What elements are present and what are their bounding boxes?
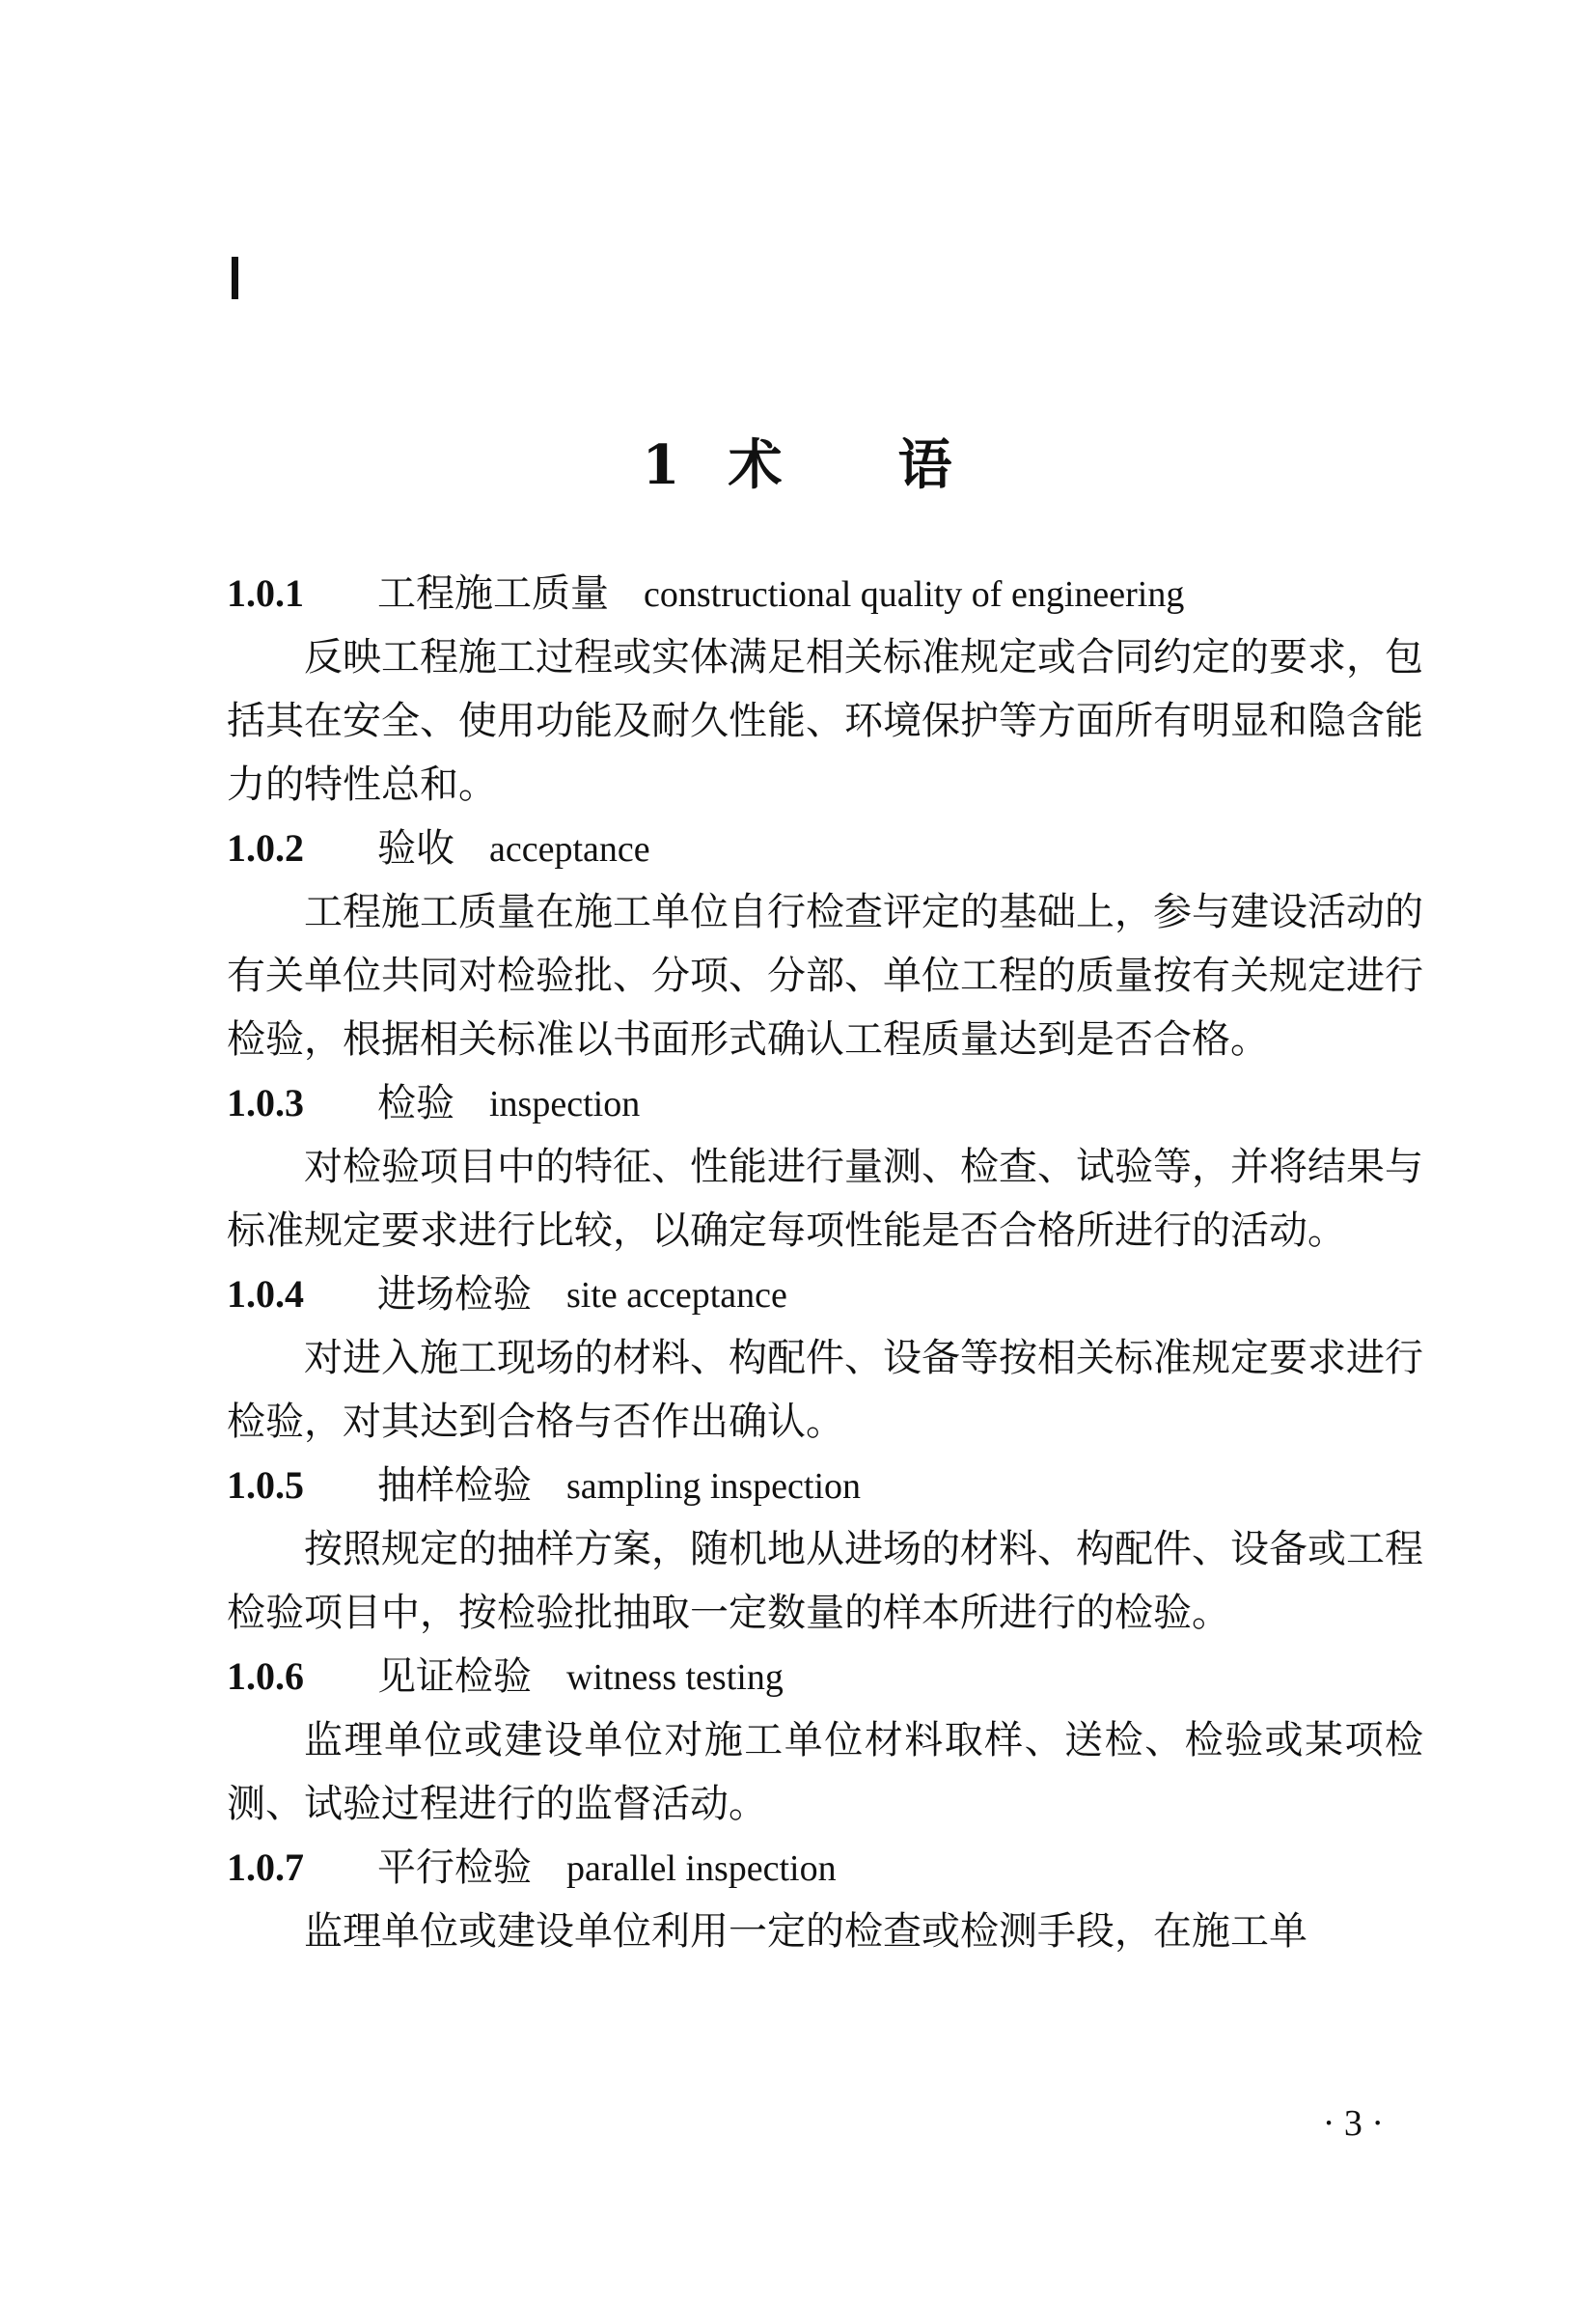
chapter-title xyxy=(0,427,1596,504)
term-english: sampling inspection xyxy=(566,1466,862,1507)
term-definition: 监理单位或建设单位利用一定的检查或检测手段，在施工单 xyxy=(304,1909,1307,1954)
term-number: 1.0.1 xyxy=(227,571,304,615)
term-english: site acceptance xyxy=(566,1275,787,1316)
term-entry xyxy=(227,1454,1423,1645)
term-heading xyxy=(227,1454,1423,1517)
term-definition: 按照规定的抽样方案，随机地从进场的材料、构配件、设备或工程检验项目中，按检验批抽取一定数量的样本所进行的检验。 xyxy=(227,1527,1423,1635)
margin-mark xyxy=(232,257,238,299)
term-chinese: 进场检验 xyxy=(377,1272,532,1317)
term-definition: 监理单位或建设单位对施工单位材料取样、送检、检验或某项检测、试验过程进行的监督活动。 xyxy=(227,1718,1423,1826)
term-chinese: 见证检验 xyxy=(377,1654,532,1699)
term-number: 1.0.6 xyxy=(227,1654,304,1698)
term-number: 1.0.4 xyxy=(227,1272,304,1316)
term-english: witness testing xyxy=(566,1657,784,1698)
term-english: acceptance xyxy=(489,829,650,870)
term-chinese: 平行检验 xyxy=(377,1845,532,1890)
page-number: · 3 · xyxy=(1322,2103,1384,2144)
term-heading xyxy=(227,562,1423,625)
term-entry xyxy=(227,562,1423,817)
term-heading xyxy=(227,1836,1423,1900)
term-chinese: 抽样检验 xyxy=(377,1463,532,1508)
term-heading xyxy=(227,1645,1423,1708)
term-number: 1.0.3 xyxy=(227,1081,304,1124)
term-chinese: 验收 xyxy=(377,826,454,871)
term-heading xyxy=(227,1071,1423,1135)
term-heading xyxy=(227,1262,1423,1326)
term-english: parallel inspection xyxy=(566,1848,837,1889)
term-number: 1.0.5 xyxy=(227,1463,304,1507)
term-definition: 对检验项目中的特征、性能进行量测、检查、试验等，并将结果与标准规定要求进行比较，以确定每项性能是否合格所进行的活动。 xyxy=(227,1145,1423,1253)
term-english: inspection xyxy=(489,1084,641,1124)
term-definition: 反映工程施工过程或实体满足相关标准规定或合同约定的要求，包括其在安全、使用功能及耐久性能、环境保护等方面所有明显和隐含能力的特性总和。 xyxy=(227,635,1423,807)
chapter-title-char-1: 术 xyxy=(728,433,784,497)
term-entry xyxy=(227,1071,1423,1262)
term-chinese: 工程施工质量 xyxy=(377,571,609,616)
terms-section xyxy=(227,562,1423,1963)
term-definition: 对进入施工现场的材料、构配件、设备等按相关标准规定要求进行检验，对其达到合格与否作出确认。 xyxy=(227,1336,1423,1444)
term-number: 1.0.7 xyxy=(227,1845,304,1889)
term-entry xyxy=(227,1836,1423,1963)
term-english: constructional quality of engineering xyxy=(644,574,1185,615)
term-heading xyxy=(227,817,1423,880)
chapter-number: 1 xyxy=(642,433,682,497)
term-entry xyxy=(227,1262,1423,1454)
term-definition: 工程施工质量在施工单位自行检查评定的基础上，参与建设活动的有关单位共同对检验批、分项、分部、单位工程的质量按有关规定进行检验，根据相关标准以书面形式确认工程质量达到是否合格。 xyxy=(227,890,1423,1062)
term-chinese: 检验 xyxy=(377,1081,454,1125)
chapter-title-char-2: 语 xyxy=(897,433,954,497)
term-entry xyxy=(227,817,1423,1071)
term-entry xyxy=(227,1645,1423,1836)
term-number: 1.0.2 xyxy=(227,826,304,870)
